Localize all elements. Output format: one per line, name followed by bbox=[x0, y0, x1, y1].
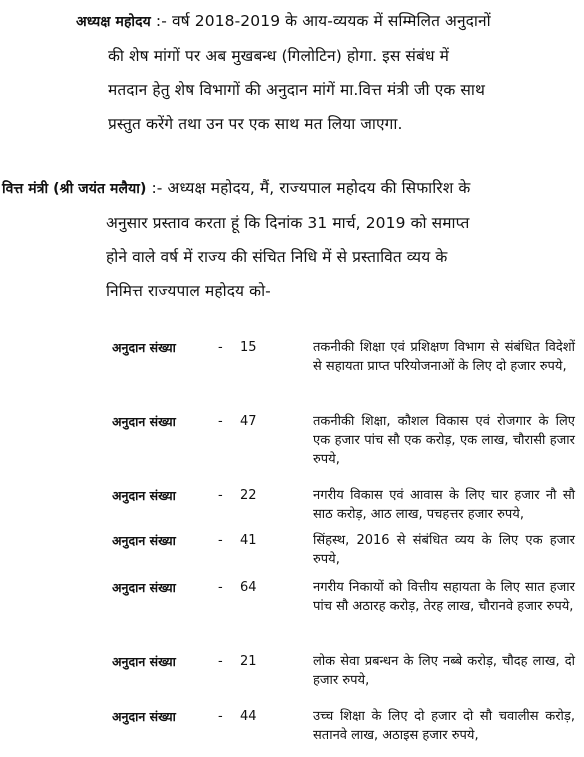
minister-text-line: निमित्त राज्यपाल महोदय को- bbox=[106, 282, 271, 300]
minister-name: वित्त मंत्री (श्री जयंत मलैया) bbox=[2, 181, 147, 197]
speaker-line-1 bbox=[12, 4, 572, 39]
grant-dash: - bbox=[218, 488, 223, 503]
speaker-paragraph bbox=[12, 4, 572, 141]
grant-description: उच्च शिक्षा के लिए दो हजार दो सौ चवालीस करोड़, सतानवे लाख, अठाइस हजार रुपये, bbox=[313, 709, 575, 743]
grant-dash: - bbox=[218, 414, 223, 429]
speaker-name: अध्यक्ष महोदय bbox=[76, 14, 151, 30]
grant-dash: - bbox=[218, 654, 223, 669]
grant-number: 15 bbox=[240, 340, 257, 355]
grant-description: सिंहस्थ, 2016 से संबंधित व्यय के लिए एक हजार रुपये, bbox=[313, 533, 575, 567]
grant-number: 22 bbox=[240, 488, 257, 503]
grant-description: नगरीय निकायों को वित्तीय सहायता के लिए सात हजार पांच सौ अठारह करोड़, तेरह लाख, चौरानवे हजार रुपये, bbox=[313, 580, 575, 614]
speaker-text-line: वर्ष 2018-2019 के आय-व्ययक में सम्मिलित अनुदानों bbox=[171, 12, 491, 30]
minister-text-line: होने वाले वर्ष में राज्य की संचित निधि में से प्रस्तावित व्यय के bbox=[106, 248, 448, 266]
grant-number: 21 bbox=[240, 654, 257, 669]
grant-label: अनुदान संख्या bbox=[112, 580, 176, 595]
minister-text-line: अनुसार प्रस्ताव करता हूं कि दिनांक 31 मार्च, 2019 को समाप्त bbox=[106, 214, 470, 232]
grant-dash: - bbox=[218, 533, 223, 548]
grant-number: 41 bbox=[240, 533, 257, 548]
grant-dash: - bbox=[218, 580, 223, 595]
minister-separator: :- bbox=[151, 179, 163, 197]
grant-label: अनुदान संख्या bbox=[112, 654, 176, 669]
grant-label: अनुदान संख्या bbox=[112, 340, 176, 355]
grant-description: लोक सेवा प्रबन्धन के लिए नब्बे करोड़, चौदह लाख, दो हजार रुपये, bbox=[313, 654, 575, 688]
minister-paragraph bbox=[2, 171, 580, 308]
grant-dash: - bbox=[218, 340, 223, 355]
minister-text-line: अध्यक्ष महोदय, मैं, राज्यपाल महोदय की सिफारिश के bbox=[167, 179, 471, 197]
grant-description: नगरीय विकास एवं आवास के लिए चार हजार नौ सौ साठ करोड़, आठ लाख, पचहत्तर हजार रुपये, bbox=[313, 488, 575, 522]
speaker-text-line: मतदान हेतु शेष विभागों की अनुदान मांगें मा.वित्त मंत्री जी एक साथ bbox=[108, 81, 485, 99]
grant-dash: - bbox=[218, 709, 223, 724]
grant-description: तकनीकी शिक्षा, कौशल विकास एवं रोजगार के लिए एक हजार पांच सौ एक करोड़, एक लाख, चौरासी हजार रुपये, bbox=[313, 414, 575, 467]
grant-number: 44 bbox=[240, 709, 257, 724]
grant-description: तकनीकी शिक्षा एवं प्रशिक्षण विभाग से संबंधित विदेशों से सहायता प्राप्त परियोजनाओं के लिए दो हजार रुपये, bbox=[313, 340, 575, 374]
speaker-text-line: की शेष मांगों पर अब मुखबन्ध (गिलोटिन) होगा. इस संबंध में bbox=[108, 47, 449, 65]
speaker-separator: :- bbox=[155, 12, 167, 30]
grant-label: अनुदान संख्या bbox=[112, 709, 176, 724]
minister-line-1 bbox=[2, 171, 580, 206]
speaker-text-line: प्रस्तुत करेंगे तथा उन पर एक साथ मत लिया जाएगा. bbox=[108, 115, 403, 133]
grant-label: अनुदान संख्या bbox=[112, 533, 176, 548]
grant-number: 64 bbox=[240, 580, 257, 595]
grant-label: अनुदान संख्या bbox=[112, 488, 176, 503]
grant-number: 47 bbox=[240, 414, 257, 429]
grant-label: अनुदान संख्या bbox=[112, 414, 176, 429]
